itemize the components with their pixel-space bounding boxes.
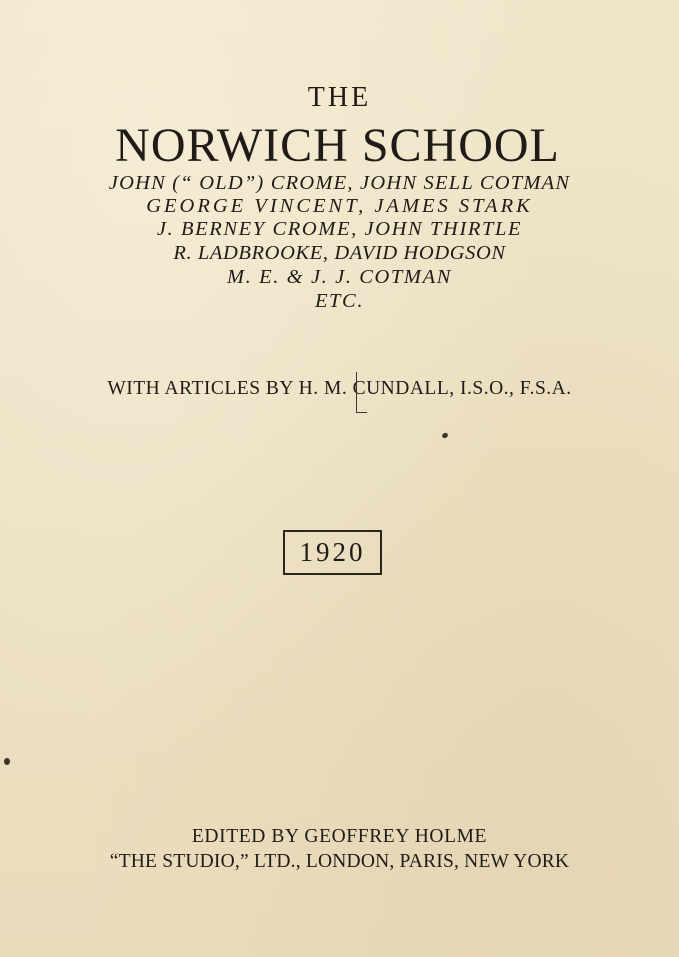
- artist-line-6: ETC.: [314, 290, 365, 312]
- artist-line-3: J. BERNEY CROME, JOHN THIRTLE: [156, 218, 523, 240]
- artist-line-5: M. E. & J. J. COTMAN: [226, 266, 453, 288]
- year-box: [283, 530, 382, 575]
- ink-spot: [441, 432, 449, 439]
- book-title: NORWICH SCHOOL: [115, 119, 560, 172]
- publication-year: 1920: [299, 537, 366, 567]
- ink-spot: [4, 758, 10, 765]
- articles-credit: WITH ARTICLES BY H. M. CUNDALL, I.S.O., F.S.A.: [107, 378, 572, 399]
- artist-line-2: GEORGE VINCENT, JAMES STARK: [146, 195, 533, 217]
- pencil-mark: [356, 372, 367, 413]
- artist-line-4: R. LADBROOKE, DAVID HODGSON: [173, 242, 506, 264]
- artist-line-1: JOHN (“ OLD”) CROME, JOHN SELL COTMAN: [108, 172, 571, 194]
- title-article: THE: [307, 82, 372, 113]
- editor-credit: EDITED BY GEOFFREY HOLME: [191, 826, 488, 847]
- publisher-imprint: “THE STUDIO,” LTD., LONDON, PARIS, NEW YORK: [109, 851, 570, 872]
